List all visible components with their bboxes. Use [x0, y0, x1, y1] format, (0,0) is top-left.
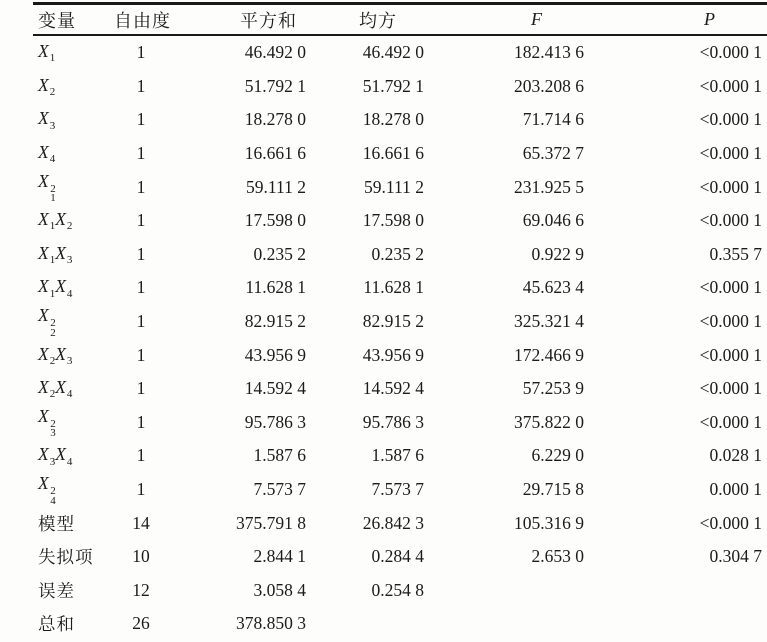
mean-square-cell: 18.278 0	[362, 109, 424, 130]
p-value-cell: 0.304 7	[709, 546, 762, 567]
df-cell: 26	[132, 613, 150, 634]
variable-cell: $X_1X_3$	[38, 242, 73, 266]
table-row	[33, 540, 767, 574]
variable-cell: $X_2X_3$	[38, 343, 73, 367]
sum-of-squares-cell: 2.844 1	[253, 546, 306, 567]
col-header-mean-square: 均方	[359, 10, 397, 31]
variable-cell: 总和	[38, 614, 75, 635]
p-value-cell: 0.355 7	[709, 243, 762, 264]
table-body	[33, 35, 767, 641]
sum-of-squares-cell: 95.786 3	[244, 411, 306, 432]
df-cell: 1	[136, 109, 146, 130]
f-value-cell: 0.922 9	[531, 243, 584, 264]
df-cell: 1	[136, 210, 146, 231]
f-value-cell: 203.208 6	[514, 75, 584, 96]
variable-cell: 误差	[38, 580, 75, 601]
mean-square-cell: 11.628 1	[363, 277, 424, 298]
p-value-cell	[587, 607, 767, 641]
variable-cell: $X_1X_2$	[38, 209, 73, 233]
header-row	[33, 4, 767, 36]
table-row	[33, 204, 767, 238]
sum-of-squares-cell: 17.598 0	[244, 210, 306, 231]
variable-cell: $X_4$	[38, 141, 56, 166]
f-value-cell: 182.413 6	[514, 42, 584, 63]
sum-of-squares-cell: 375.791 8	[236, 512, 306, 533]
df-cell: 12	[132, 579, 150, 600]
f-value-cell	[427, 607, 587, 641]
sum-of-squares-cell: 43.956 9	[244, 344, 306, 365]
col-header-p-value: P	[704, 9, 715, 29]
table-header	[33, 4, 767, 36]
col-header-variable: 变量	[38, 10, 76, 31]
variable-cell: $X_2$	[38, 74, 56, 98]
df-cell: 1	[136, 75, 146, 96]
table-row	[33, 70, 767, 104]
f-value-cell: 69.046 6	[522, 210, 584, 231]
p-value-cell: 0.000 1	[709, 479, 762, 500]
mean-square-cell: 17.598 0	[362, 210, 424, 231]
p-value-cell	[587, 574, 767, 608]
table-row	[33, 372, 767, 406]
df-cell: 1	[136, 445, 146, 466]
table-row	[33, 170, 767, 204]
f-value-cell: 29.715 8	[522, 479, 584, 500]
f-value-cell: 57.253 9	[522, 378, 584, 399]
variable-cell: $X_3$	[38, 108, 56, 132]
f-value-cell: 375.822 0	[514, 411, 584, 432]
p-value-cell: <0.000 1	[699, 109, 762, 130]
table-row	[33, 406, 767, 440]
sum-of-squares-cell: 82.915 2	[244, 311, 306, 332]
col-header-f-value: F	[531, 9, 542, 29]
variable-cell: X 2 1	[38, 170, 56, 205]
mean-square-cell: 51.792 1	[362, 75, 424, 96]
mean-square-cell: 16.661 6	[362, 143, 424, 164]
f-value-cell: 105.316 9	[514, 512, 584, 533]
p-value-cell: <0.000 1	[699, 512, 762, 533]
sum-of-squares-cell: 11.628 1	[245, 277, 306, 298]
table-row	[33, 506, 767, 540]
variable-cell: 模型	[38, 513, 75, 534]
table-row	[33, 305, 767, 339]
mean-square-cell: 46.492 0	[362, 42, 424, 63]
variable-cell: $X_1X_4$	[38, 276, 73, 300]
sum-of-squares-cell: 14.592 4	[244, 378, 306, 399]
f-value-cell: 172.466 9	[514, 344, 584, 365]
p-value-cell: <0.000 1	[699, 210, 762, 231]
sum-of-squares-cell: 1.587 6	[253, 445, 306, 466]
sum-of-squares-cell: 7.573 7	[253, 479, 306, 500]
variable-cell: $X_1$	[38, 41, 56, 65]
p-value-cell: <0.000 1	[699, 277, 762, 298]
anova-table	[33, 2, 767, 641]
mean-square-cell: 43.956 9	[362, 344, 424, 365]
table-row	[33, 607, 767, 641]
variable-cell: $X_2X_4$	[38, 377, 73, 401]
df-cell: 10	[132, 546, 150, 567]
table-row	[33, 439, 767, 473]
mean-square-cell: 26.842 3	[362, 512, 424, 533]
mean-square-cell: 0.254 8	[371, 579, 424, 600]
mean-square-cell: 0.235 2	[371, 243, 424, 264]
mean-square-cell: 1.587 6	[371, 445, 424, 466]
mean-square-cell: 82.915 2	[362, 311, 424, 332]
p-value-cell: <0.000 1	[699, 311, 762, 332]
df-cell: 1	[136, 479, 146, 500]
df-cell: 1	[136, 378, 146, 399]
col-header-sum-of-squares: 平方和	[240, 10, 297, 31]
sum-of-squares-cell: 0.235 2	[253, 243, 306, 264]
sum-of-squares-cell: 59.111 2	[246, 176, 306, 197]
p-value-cell: <0.000 1	[699, 75, 762, 96]
sum-of-squares-cell: 51.792 1	[244, 75, 306, 96]
table-row	[33, 103, 767, 137]
df-cell: 1	[136, 176, 146, 197]
f-value-cell: 65.372 7	[522, 143, 584, 164]
variable-cell: X 2 2	[38, 304, 56, 339]
f-value-cell: 45.623 4	[522, 277, 584, 298]
p-value-cell: <0.000 1	[699, 176, 762, 197]
p-value-cell: <0.000 1	[699, 344, 762, 365]
variable-cell: X 2 3	[38, 405, 56, 440]
p-value-cell: <0.000 1	[699, 42, 762, 63]
sum-of-squares-cell: 3.058 4	[253, 579, 306, 600]
variable-cell: X 2 4	[38, 472, 56, 507]
table-row	[33, 271, 767, 305]
df-cell: 14	[132, 512, 150, 533]
mean-square-cell	[309, 607, 427, 641]
sum-of-squares-cell: 46.492 0	[244, 42, 306, 63]
df-cell: 1	[136, 311, 146, 332]
df-cell: 1	[136, 344, 146, 365]
df-cell: 1	[136, 277, 146, 298]
sum-of-squares-cell: 378.850 3	[236, 613, 306, 634]
f-value-cell: 325.321 4	[514, 311, 584, 332]
table-row	[33, 238, 767, 272]
variable-cell: $X_3X_4$	[38, 444, 73, 468]
table-row	[33, 137, 767, 171]
p-value-cell: 0.028 1	[709, 445, 762, 466]
f-value-cell	[427, 574, 587, 608]
table-row	[33, 574, 767, 608]
sum-of-squares-cell: 16.661 6	[244, 143, 306, 164]
variable-cell: 失拟项	[38, 547, 94, 568]
f-value-cell: 6.229 0	[531, 445, 584, 466]
table-row	[33, 473, 767, 507]
table-row	[33, 35, 767, 70]
sum-of-squares-cell: 18.278 0	[244, 109, 306, 130]
table-row	[33, 338, 767, 372]
df-cell: 1	[136, 243, 146, 264]
mean-square-cell: 7.573 7	[371, 479, 424, 500]
mean-square-cell: 59.111 2	[364, 176, 424, 197]
page	[0, 2, 762, 642]
f-value-cell: 231.925 5	[514, 176, 584, 197]
mean-square-cell: 0.284 4	[371, 546, 424, 567]
p-value-cell: <0.000 1	[699, 411, 762, 432]
f-value-cell: 2.653 0	[531, 546, 584, 567]
p-value-cell: <0.000 1	[699, 378, 762, 399]
mean-square-cell: 14.592 4	[362, 378, 424, 399]
col-header-df: 自由度	[114, 10, 171, 31]
df-cell: 1	[136, 411, 146, 432]
f-value-cell: 71.714 6	[522, 109, 584, 130]
df-cell: 1	[136, 143, 146, 164]
mean-square-cell: 95.786 3	[362, 411, 424, 432]
df-cell: 1	[136, 42, 146, 63]
p-value-cell: <0.000 1	[699, 143, 762, 164]
